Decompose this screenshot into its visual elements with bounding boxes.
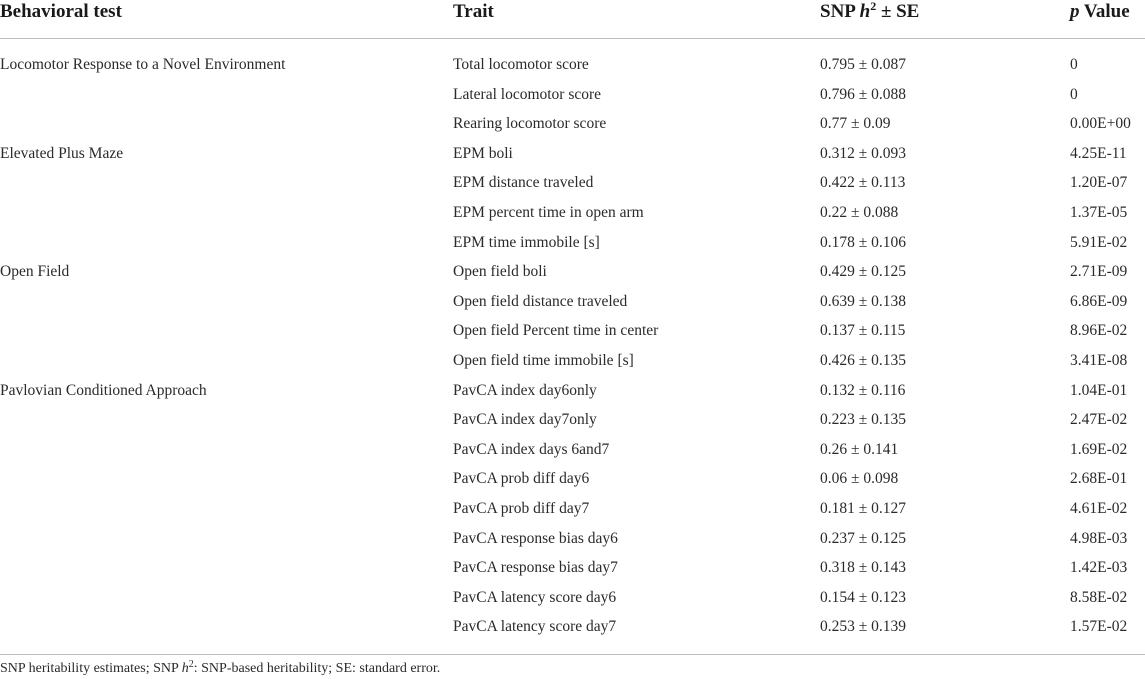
- cell-trait: Lateral locomotor score: [453, 85, 602, 103]
- cell-behavioral-test: Pavlovian Conditioned Approach: [0, 381, 207, 399]
- cell-behavioral-test: Elevated Plus Maze: [0, 144, 124, 162]
- table-body: [0, 50, 1145, 642]
- table-row: [0, 257, 1145, 287]
- table-row: [0, 346, 1145, 376]
- table-row: [0, 583, 1145, 613]
- cell-trait: Open field Percent time in center: [453, 322, 659, 340]
- cell-p-value: 1.42E-03: [1070, 559, 1128, 577]
- cell-snp-h2-se: 0.06 ± 0.098: [820, 470, 899, 488]
- table-bottom-rule: [0, 654, 1145, 655]
- cell-p-value: 1.37E-05: [1070, 203, 1128, 221]
- cell-p-value: 1.57E-02: [1070, 618, 1128, 636]
- cell-trait: PavCA response bias day6: [453, 529, 618, 547]
- header-p-suffix: Value: [1079, 1, 1130, 22]
- header-trait: Trait: [453, 1, 494, 22]
- table-row: [0, 287, 1145, 317]
- cell-snp-h2-se: 0.137 ± 0.115: [820, 322, 906, 340]
- cell-snp-h2-se: 0.77 ± 0.09: [820, 115, 891, 133]
- header-p-italic: p: [1070, 1, 1080, 22]
- table-row: [0, 612, 1145, 642]
- cell-trait: PavCA prob diff day6: [453, 470, 590, 488]
- cell-trait: PavCA response bias day7: [453, 559, 618, 577]
- cell-trait: EPM time immobile [s]: [453, 233, 600, 251]
- cell-snp-h2-se: 0.22 ± 0.088: [820, 203, 899, 221]
- cell-behavioral-test: Locomotor Response to a Novel Environment: [0, 56, 286, 73]
- cell-p-value: 4.61E-02: [1070, 499, 1128, 517]
- cell-p-value: 4.25E-11: [1070, 144, 1127, 162]
- table-row: [0, 435, 1145, 465]
- table-row: [0, 168, 1145, 198]
- table-row: [0, 109, 1145, 139]
- cell-snp-h2-se: 0.237 ± 0.125: [820, 529, 907, 547]
- cell-snp-h2-se: 0.223 ± 0.135: [820, 411, 907, 429]
- cell-p-value: 1.69E-02: [1070, 440, 1128, 458]
- cell-snp-h2-se: 0.154 ± 0.123: [820, 588, 907, 606]
- cell-p-value: 8.58E-02: [1070, 588, 1128, 606]
- cell-snp-h2-se: 0.795 ± 0.087: [820, 56, 907, 73]
- cell-trait: Rearing locomotor score: [453, 115, 607, 133]
- cell-trait: PavCA index day7only: [453, 411, 597, 429]
- table-row: [0, 524, 1145, 554]
- table-row: [0, 464, 1145, 494]
- table-row: [0, 50, 1145, 80]
- header-p-value: [1070, 0, 1130, 24]
- table-row: [0, 139, 1145, 169]
- cell-p-value: 5.91E-02: [1070, 233, 1128, 251]
- table-row: [0, 405, 1145, 435]
- cell-snp-h2-se: 0.639 ± 0.138: [820, 292, 907, 310]
- cell-snp-h2-se: 0.426 ± 0.135: [820, 351, 907, 369]
- cell-snp-h2-se: 0.26 ± 0.141: [820, 440, 899, 458]
- cell-trait: PavCA index day6only: [453, 381, 597, 399]
- cell-snp-h2-se: 0.796 ± 0.088: [820, 85, 907, 103]
- table-header-row: [0, 0, 1145, 39]
- cell-behavioral-test: Open Field: [0, 263, 70, 281]
- cell-trait: EPM distance traveled: [453, 174, 594, 192]
- cell-p-value: 0: [1070, 56, 1078, 73]
- cell-p-value: 2.71E-09: [1070, 263, 1128, 281]
- cell-trait: EPM boli: [453, 144, 513, 162]
- cell-p-value: 6.86E-09: [1070, 292, 1128, 310]
- cell-p-value: 4.98E-03: [1070, 529, 1128, 547]
- cell-snp-h2-se: 0.312 ± 0.093: [820, 144, 907, 162]
- cell-trait: PavCA prob diff day7: [453, 499, 590, 517]
- cell-p-value: 1.04E-01: [1070, 381, 1128, 399]
- cell-snp-h2-se: 0.429 ± 0.125: [820, 263, 907, 281]
- table-row: [0, 80, 1145, 110]
- table-row: [0, 198, 1145, 228]
- cell-trait: PavCA index days 6and7: [453, 440, 610, 458]
- header-snp-sup: 2: [870, 0, 877, 13]
- header-snp-prefix: SNP: [820, 1, 860, 22]
- cell-trait: PavCA latency score day7: [453, 618, 617, 636]
- cell-p-value: 2.68E-01: [1070, 470, 1128, 488]
- header-behavioral-test: Behavioral test: [0, 1, 122, 22]
- header-snp-suffix: ± SE: [876, 1, 920, 22]
- cell-trait: Total locomotor score: [453, 56, 589, 73]
- cell-trait: Open field distance traveled: [453, 292, 628, 310]
- table-row: [0, 494, 1145, 524]
- cell-p-value: 3.41E-08: [1070, 351, 1128, 369]
- cell-snp-h2-se: 0.181 ± 0.127: [820, 499, 907, 517]
- cell-trait: Open field boli: [453, 263, 547, 281]
- footnote-part1: SNP heritability estimates; SNP: [0, 661, 182, 676]
- footnote-part2: : SNP-based heritability; SE: standard error.: [193, 661, 441, 676]
- cell-trait: PavCA latency score day6: [453, 588, 617, 606]
- cell-p-value: 1.20E-07: [1070, 174, 1128, 192]
- footnote-sup: 2: [188, 659, 194, 670]
- header-snp-h: h: [859, 1, 871, 22]
- cell-snp-h2-se: 0.422 ± 0.113: [820, 174, 906, 192]
- cell-trait: Open field time immobile [s]: [453, 351, 634, 369]
- cell-trait: EPM percent time in open arm: [453, 203, 644, 221]
- table-footnote: [0, 659, 440, 679]
- cell-snp-h2-se: 0.178 ± 0.106: [820, 233, 907, 251]
- table-row: [0, 316, 1145, 346]
- table-row: [0, 228, 1145, 258]
- header-snp-h2-se: [820, 0, 919, 24]
- cell-snp-h2-se: 0.253 ± 0.139: [820, 618, 907, 636]
- table-row: [0, 553, 1145, 583]
- cell-p-value: 8.96E-02: [1070, 322, 1128, 340]
- cell-p-value: 2.47E-02: [1070, 411, 1128, 429]
- cell-p-value: 0.00E+00: [1070, 115, 1131, 133]
- cell-snp-h2-se: 0.132 ± 0.116: [820, 381, 906, 399]
- table-row: [0, 376, 1145, 406]
- cell-snp-h2-se: 0.318 ± 0.143: [820, 559, 907, 577]
- cell-p-value: 0: [1070, 85, 1078, 103]
- footnote-h: h: [181, 661, 189, 676]
